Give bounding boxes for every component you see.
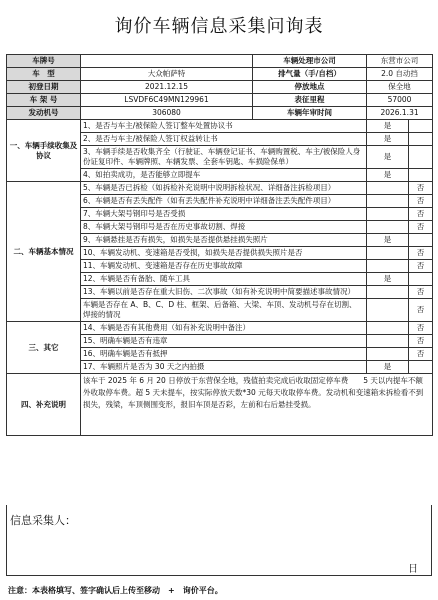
answer-yes-cell <box>367 348 409 361</box>
checklist-question: 10、车辆发动机、变速箱是否受损，如损失是否提供损失照片是否 <box>81 247 367 260</box>
basic-label: 车辆处理市公司 <box>253 55 367 68</box>
answer-yes-cell: 是 <box>367 169 409 182</box>
basic-info-block <box>7 55 433 120</box>
checklist-question: 7、车辆大架号钢印号是否受损 <box>81 208 367 221</box>
basic-label: 车 架 号 <box>7 94 81 107</box>
basic-value <box>81 55 253 68</box>
answer-yes-cell <box>367 182 409 195</box>
answer-no-cell: 否 <box>409 299 433 322</box>
checklist-question: 12、车辆是否有备胎、随车工具 <box>81 273 367 286</box>
answer-no-cell <box>409 169 433 182</box>
answer-no-cell <box>409 234 433 247</box>
basic-value: 大众帕萨特 <box>81 68 253 81</box>
checklist-question: 11、车辆发动机、变速箱是否存在历史事故故障 <box>81 260 367 273</box>
basic-value: 2021.12.15 <box>81 81 253 94</box>
basic-label: 排气量（手/自档） <box>253 68 367 81</box>
checklist-question: 3、车辆手续是否收集齐全（行驶证、车辆登记证书、车辆购置税、车主/被保险人身份证复印件、车辆牌照、车辆发票、全套车钥匙、车损险保单） <box>81 146 367 169</box>
answer-no-cell <box>409 361 433 374</box>
answer-no-cell <box>409 133 433 146</box>
answer-yes-cell: 是 <box>367 146 409 169</box>
checklist-question: 13、车辆以前是否存在重大旧伤、二次事故（如有补充说明中简要描述事故情况） <box>81 286 367 299</box>
answer-no-cell: 否 <box>409 208 433 221</box>
basic-label: 车辆年审时间 <box>253 107 367 120</box>
answer-no-cell: 否 <box>409 335 433 348</box>
answer-yes-cell <box>367 208 409 221</box>
checklist-question: 16、明确车辆是否有抵押 <box>81 348 367 361</box>
basic-label: 表征里程 <box>253 94 367 107</box>
answer-no-cell: 否 <box>409 260 433 273</box>
supplement-text: 该车于 2025 年 6 月 20 日停放于东营保全地，残值拍卖完成后收取固定停车费 5 天以内提车不额外收取停车费。超 5 天未提车，按实际停放天数*30 元每天收取停车费。发动机和变速箱未拆检看不到损失，残梁，车顶侧围变形，报旧车顶是否彩，左前和右后悬挂受损。 <box>81 374 433 436</box>
check-sections-block <box>7 120 433 374</box>
basic-value: 保全地 <box>367 81 433 94</box>
answer-yes-cell <box>367 299 409 322</box>
footer-note: 注意：本表格填写、签字确认后上传至移动 + 询价平台。 <box>8 586 223 595</box>
answer-no-cell: 否 <box>409 322 433 335</box>
basic-value: 57000 <box>367 94 433 107</box>
answer-yes-cell <box>367 247 409 260</box>
checklist-row <box>7 120 433 133</box>
basic-label: 车牌号 <box>7 55 81 68</box>
answer-yes-cell <box>367 221 409 234</box>
answer-yes-cell <box>367 335 409 348</box>
supplement-label: 四、补充说明 <box>7 374 81 436</box>
answer-no-cell: 否 <box>409 286 433 299</box>
section-label: 三、其它 <box>7 322 81 374</box>
answer-no-cell: 否 <box>409 348 433 361</box>
basic-value: 东营市公司 <box>367 55 433 68</box>
answer-no-cell <box>409 146 433 169</box>
checklist-question: 8、车辆大架号钢印号是否在历史事故切割、焊接 <box>81 221 367 234</box>
date-mark: 日 <box>408 564 418 575</box>
checklist-question: 9、车辆悬挂是否有损失，如损失是否提供悬挂损失照片 <box>81 234 367 247</box>
checklist-question: 17、车辆照片是否为 30 天之内拍摄 <box>81 361 367 374</box>
checklist-question: 6、车辆是否有丢失配件（如有丢失配件补充说明中详细备注丢失配件项目） <box>81 195 367 208</box>
basic-info-row <box>7 94 433 107</box>
checklist-row <box>7 182 433 195</box>
answer-yes-cell: 是 <box>367 361 409 374</box>
answer-yes-cell <box>367 195 409 208</box>
answer-yes-cell: 是 <box>367 133 409 146</box>
answer-no-cell <box>409 273 433 286</box>
answer-yes-cell <box>367 260 409 273</box>
basic-label: 车 型 <box>7 68 81 81</box>
checklist-question: 15、明确车辆是否有违章 <box>81 335 367 348</box>
basic-info-row <box>7 107 433 120</box>
answer-yes-cell <box>367 322 409 335</box>
basic-label: 初登日期 <box>7 81 81 94</box>
basic-label: 停放地点 <box>253 81 367 94</box>
checklist-question: 4、如拍卖成功，是否能够立即提车 <box>81 169 367 182</box>
basic-value: 306080 <box>81 107 253 120</box>
answer-no-cell: 否 <box>409 195 433 208</box>
answer-yes-cell: 是 <box>367 120 409 133</box>
basic-info-row <box>7 55 433 68</box>
answer-no-cell <box>409 120 433 133</box>
answer-no-cell: 否 <box>409 221 433 234</box>
answer-yes-cell: 是 <box>367 234 409 247</box>
section-label: 二、车辆基本情况 <box>7 182 81 322</box>
basic-value: 2026.1.31 <box>367 107 433 120</box>
section-label: 一、车辆手续收集及协议 <box>7 120 81 182</box>
answer-no-cell: 否 <box>409 247 433 260</box>
checklist-question: 5、车辆是否已拆检（如拆检补充说明中说明拆检状况、详细备注拆检项目） <box>81 182 367 195</box>
basic-label: 发动机号 <box>7 107 81 120</box>
checklist-question: 14、车辆是否有其他费用（如有补充说明中备注） <box>81 322 367 335</box>
answer-yes-cell <box>367 286 409 299</box>
checklist-row <box>7 322 433 335</box>
basic-value: 2.0 自动挡 <box>367 68 433 81</box>
answer-no-cell: 否 <box>409 182 433 195</box>
answer-yes-cell: 是 <box>367 273 409 286</box>
supplement-block <box>7 374 433 436</box>
checklist-question: 车辆是否存在 A、B、C、D 柱、框架、后备箱、大梁、车顶、发动机号存在切割、焊接的情况 <box>81 299 367 322</box>
form-title: 询价车辆信息采集问询表 <box>114 16 324 37</box>
basic-value: LSVDF6C49MN129961 <box>81 94 253 107</box>
checklist-question: 2、是否与车主/被保险人签订权益转让书 <box>81 133 367 146</box>
collector-label: 信息采集人： <box>10 514 76 527</box>
basic-info-row <box>7 81 433 94</box>
checklist-question: 1、是否与车主/被保险人签订整车处置协议书 <box>81 120 367 133</box>
basic-info-row <box>7 68 433 81</box>
inquiry-form-table <box>6 54 433 436</box>
